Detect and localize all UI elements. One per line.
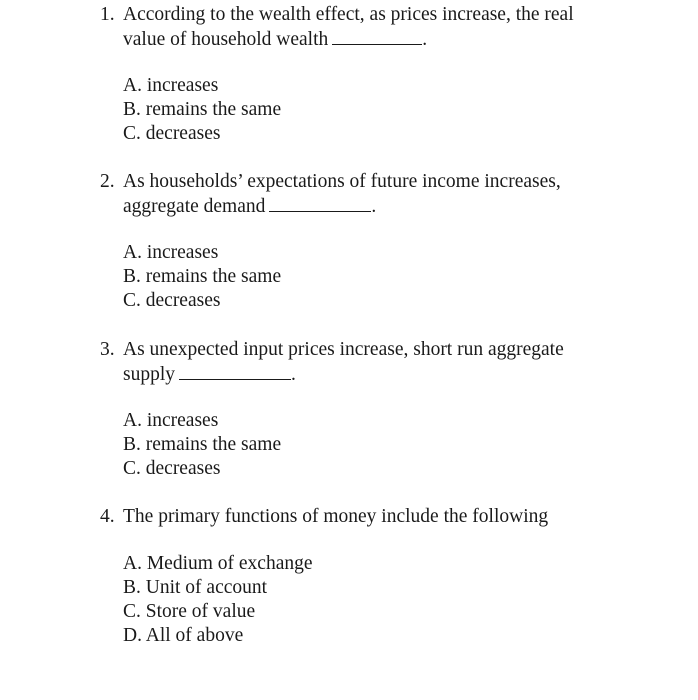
answer-blank (179, 362, 291, 380)
option-b: B. remains the same (123, 434, 282, 455)
option-c: C. Store of value (123, 601, 256, 622)
question-end-punctuation: . (422, 29, 428, 50)
option-a: A. increases (123, 242, 219, 263)
option-b: B. remains the same (123, 99, 282, 120)
question-text-line: As unexpected input prices increase, short run aggregate (123, 339, 564, 360)
question-number: 4. (100, 506, 115, 527)
option-c: C. decreases (123, 123, 221, 144)
option-c: C. decreases (123, 290, 221, 311)
question-number: 2. (100, 171, 115, 192)
question-text-line: The primary functions of money include the following (123, 506, 549, 527)
option-b: B. remains the same (123, 266, 282, 287)
answer-blank (269, 194, 371, 212)
question-end-punctuation: . (291, 364, 296, 385)
option-b: B. Unit of account (123, 577, 268, 598)
question-number: 1. (100, 4, 115, 25)
option-a: A. Medium of exchange (123, 553, 313, 574)
question-end-punctuation: . (371, 196, 377, 217)
question-text-line: supply (123, 364, 176, 385)
option-d: D. All of above (123, 625, 244, 646)
answer-blank (332, 27, 422, 45)
question-number: 3. (100, 339, 115, 360)
option-a: A. increases (123, 410, 219, 431)
question-text-line: value of household wealth (123, 29, 329, 50)
option-c: C. decreases (123, 458, 221, 479)
question-text-line: aggregate demand (123, 196, 266, 217)
question-text-line: As households’ expectations of future income increases, (123, 171, 561, 192)
question-text-line: According to the wealth effect, as prices increase, the real (123, 4, 574, 25)
option-a: A. increases (123, 75, 219, 96)
